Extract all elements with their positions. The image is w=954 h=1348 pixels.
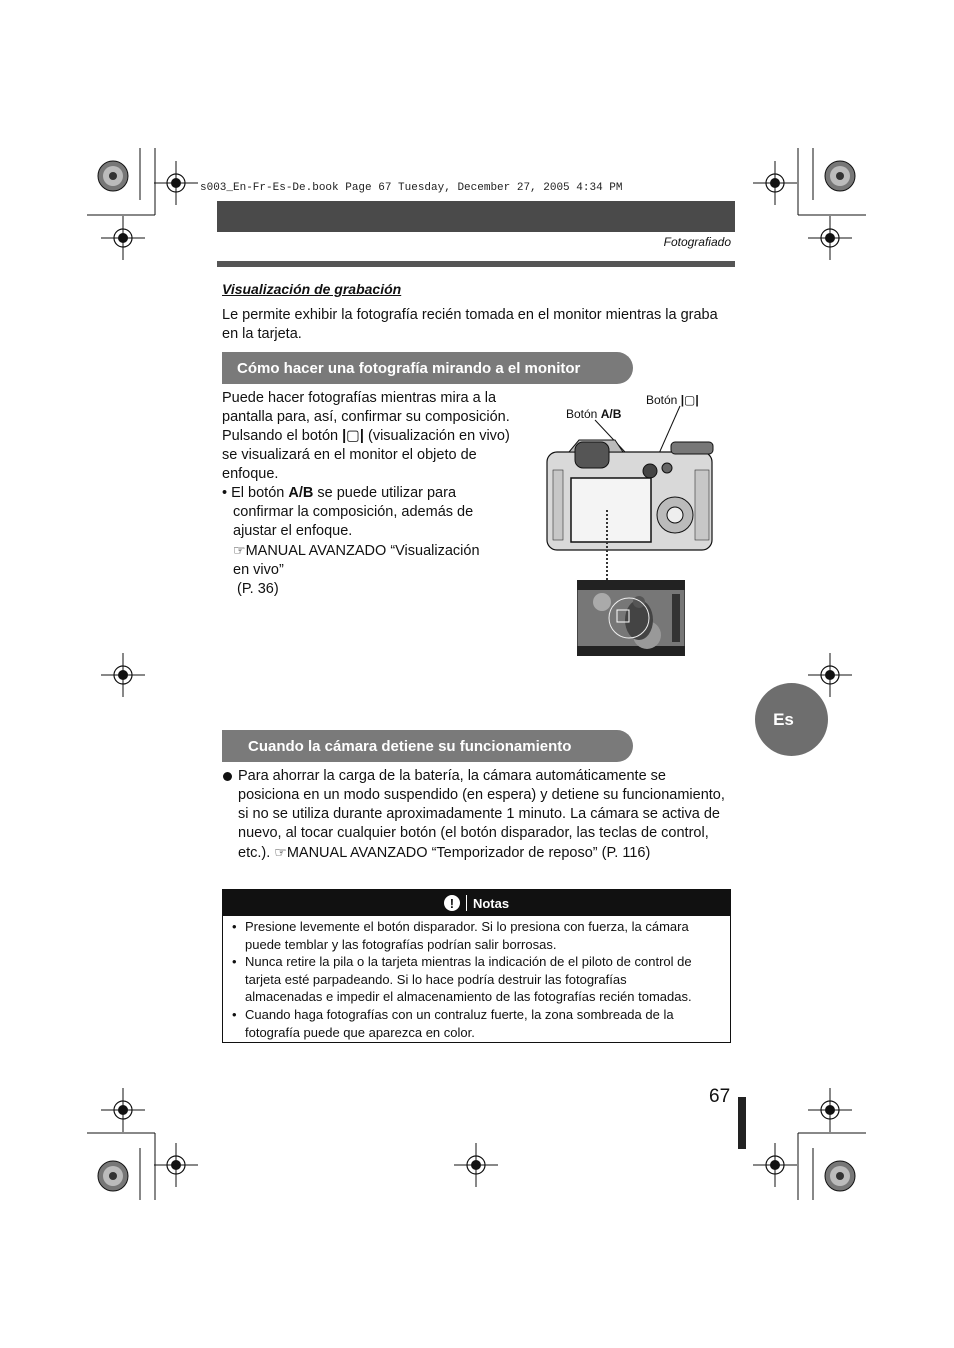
monitor-section-text: Puede hacer fotografías mientras mira a la pantalla para, así, confirmar su composición. Pulsando el botón |▢| (visualización en vivo) se visualizará en el monitor el objeto de enfoque. • El botón A/B se puede utilizar para confirmar la composición, además de ajustar el enfoque. ☞MANUAL AVANZADO “Visualización en vivo” (P. 36) xyxy=(222,390,510,597)
recording-view-heading: Visualización de grabación xyxy=(222,281,402,297)
reference-hand-icon: ☞ xyxy=(233,542,246,558)
ab-button-label: Botón A/B xyxy=(566,407,622,421)
notes-separator xyxy=(466,895,467,911)
notes-title: Notas xyxy=(472,895,510,911)
monitor-section-title: Cómo hacer una fotografía mirando a el monitor xyxy=(222,352,633,384)
page-number: 67 xyxy=(709,1086,731,1107)
note-item: • Presione levemente el botón disparador. Si lo presiona con fuerza, la cámara puede temblar y las fotografías podrían salir borrosas. xyxy=(245,918,722,953)
recording-view-text: Le permite exhibir la fotografía recién tomada en el monitor mientras la graba en la tarjeta. xyxy=(222,307,718,342)
live-view-screen-illustration xyxy=(577,580,685,656)
notes-box xyxy=(222,889,731,1043)
header-rule xyxy=(217,261,735,267)
note-item: • Nunca retire la pila o la tarjeta mientras la indicación de el piloto de control de tarjeta esté parpadeando. Si lo hace podría destruir las fotografías almacenadas e impedir el almacenamiento de las fotografías recién tomadas. xyxy=(245,953,722,1006)
stop-section-text: Para ahorrar la carga de la batería, la cámara automáticamente se posiciona en un modo suspendido (en espera) y detiene su funcionamiento, si no se utiliza durante aproximadamente 1 minuto. La cámara se activa de nuevo, al tocar cualquier botón (el botón disparador, las teclas de control, etc.). ☞MANUAL AVANZADO “Temporizador de reposo” (P. 116) xyxy=(222,767,732,863)
bullet-dot-icon xyxy=(223,772,232,781)
live-view-button-icon: |▢| xyxy=(342,428,364,444)
live-view-button-label: Botón |▢| xyxy=(646,393,699,407)
connector-dotted-line xyxy=(606,510,608,580)
reference-hand-icon: ☞ xyxy=(274,844,287,860)
notes-list xyxy=(223,916,730,1041)
camera-back-illustration xyxy=(545,390,717,552)
page-number-bar xyxy=(738,1097,746,1149)
stop-section-title: Cuando la cámara detiene su funcionamiento xyxy=(222,730,633,762)
warning-icon: ! xyxy=(444,895,460,911)
notes-header xyxy=(223,890,730,916)
section-label: Fotografiado xyxy=(663,235,731,249)
header-bar xyxy=(217,201,735,232)
language-tab: Es xyxy=(755,683,828,756)
note-item: • Cuando haga fotografías con un contraluz fuerte, la zona sombreada de la fotografía puede que aparezca en color. xyxy=(245,1006,722,1041)
print-metadata-line: s003_En-Fr-Es-De.book Page 67 Tuesday, December 27, 2005 4:34 PM xyxy=(200,182,623,194)
